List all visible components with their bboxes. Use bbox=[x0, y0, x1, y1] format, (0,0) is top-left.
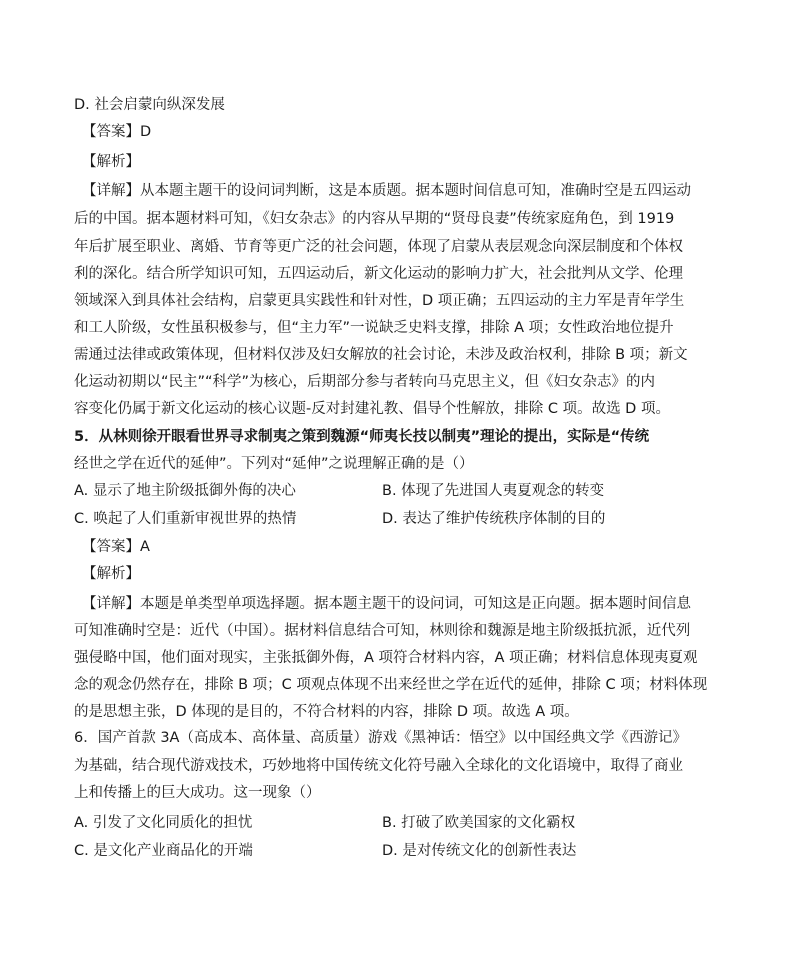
detail-line: 年后扩展至职业、离婚、节育等更广泛的社会问题，体现了启蒙从表层观念向深层制度和个体权 bbox=[74, 239, 683, 255]
analysis-heading-q5: 【解析】 bbox=[82, 566, 140, 582]
q5-option-b: B. 体现了先进国人夷夏观念的转变 bbox=[382, 483, 605, 499]
detail-line: 强侵略中国，他们面对现实，主张抵御外侮，A 项符合材料内容，A 项正确；材料信息体现夷夏观 bbox=[74, 650, 698, 666]
q5-option-c: C. 唤起了人们重新审视世界的热情 bbox=[74, 511, 297, 527]
q5-option-d: D. 表达了维护传统秩序体制的目的 bbox=[382, 511, 606, 527]
detail-line: 可知准确时空是：近代（中国）。据材料信息结合可知，林则徐和魏源是地主阶级抵抗派，近代列 bbox=[74, 623, 691, 639]
detail-line: 念的观念仍然存在，排除 B 项；C 项观点体现不出来经世之学在近代的延伸，排除 C 项；材料体现 bbox=[74, 677, 708, 693]
question-5-stem: 经世之学在近代的延伸”。下列对“延伸”之说理解正确的是（） bbox=[74, 456, 474, 472]
detail-line: 的是思想主张，D 体现的是目的，不符合材料的内容，排除 D 项。故选 A 项。 bbox=[74, 704, 579, 720]
q6-option-d: D. 是对传统文化的创新性表达 bbox=[382, 843, 577, 859]
question-6-stem: 上和传播上的巨大成功。这一现象（） bbox=[74, 785, 321, 801]
answer-q4: 【答案】D bbox=[82, 124, 152, 140]
option-d-q4: D. 社会启蒙向纵深发展 bbox=[74, 97, 225, 113]
detail-line: 【详解】从本题主题干的设问词判断，这是本质题。据本题时间信息可知，准确时空是五四运动 bbox=[82, 183, 691, 199]
analysis-heading-q4: 【解析】 bbox=[82, 154, 140, 170]
detail-line: 利的深化。结合所学知识可知，五四运动后，新文化运动的影响力扩大，社会批判从文学、伦理 bbox=[74, 266, 683, 282]
q5-option-a: A. 显示了地主阶级抵御外侮的决心 bbox=[74, 483, 296, 499]
detail-line: 容变化仍属于新文化运动的核心议题-反对封建礼教、倡导个性解放，排除 C 项。故选 D 项。 bbox=[74, 401, 670, 417]
detail-line: 【详解】本题是单类型单项选择题。据本题主题干的设问词，可知这是正向题。据本题时间信息 bbox=[82, 596, 691, 612]
question-6-stem: 6．国产首款 3A（高成本、高体量、高质量）游戏《黑神话：悟空》以中国经典文学《西游记》 bbox=[74, 730, 687, 746]
detail-line: 和工人阶级，女性虽积极参与，但“主力军”一说缺乏史料支撑，排除 A 项；女性政治地位提升 bbox=[74, 320, 674, 336]
q6-option-a: A. 引发了文化同质化的担忧 bbox=[74, 815, 253, 831]
detail-line: 需通过法律或政策体现，但材料仅涉及妇女解放的社会讨论，未涉及政治权利，排除 B 项；新文 bbox=[74, 347, 688, 363]
question-5-stem: 5．从林则徐开眼看世界寻求制夷之策到魏源“师夷长技以制夷”理论的提出，实际是“传统 bbox=[74, 429, 650, 445]
detail-line: 后的中国。据本题材料可知，《妇女杂志》的内容从早期的“贤母良妻”传统家庭角色，到 1919 bbox=[74, 211, 675, 227]
question-6-stem: 为基础，结合现代游戏技术，巧妙地将中国传统文化符号融入全球化的文化语境中，取得了商业 bbox=[74, 758, 683, 774]
detail-line: 化运动初期以“民主”“科学”为核心，后期部分参与者转向马克思主义，但《妇女杂志》的内 bbox=[74, 374, 656, 390]
q6-option-b: B. 打破了欧美国家的文化霸权 bbox=[382, 815, 576, 831]
answer-q5: 【答案】A bbox=[82, 539, 150, 555]
q6-option-c: C. 是文化产业商品化的开端 bbox=[74, 843, 253, 859]
detail-line: 领域深入到具体社会结构，启蒙更具实践性和针对性，D 项正确；五四运动的主力军是青年学生 bbox=[74, 293, 685, 309]
